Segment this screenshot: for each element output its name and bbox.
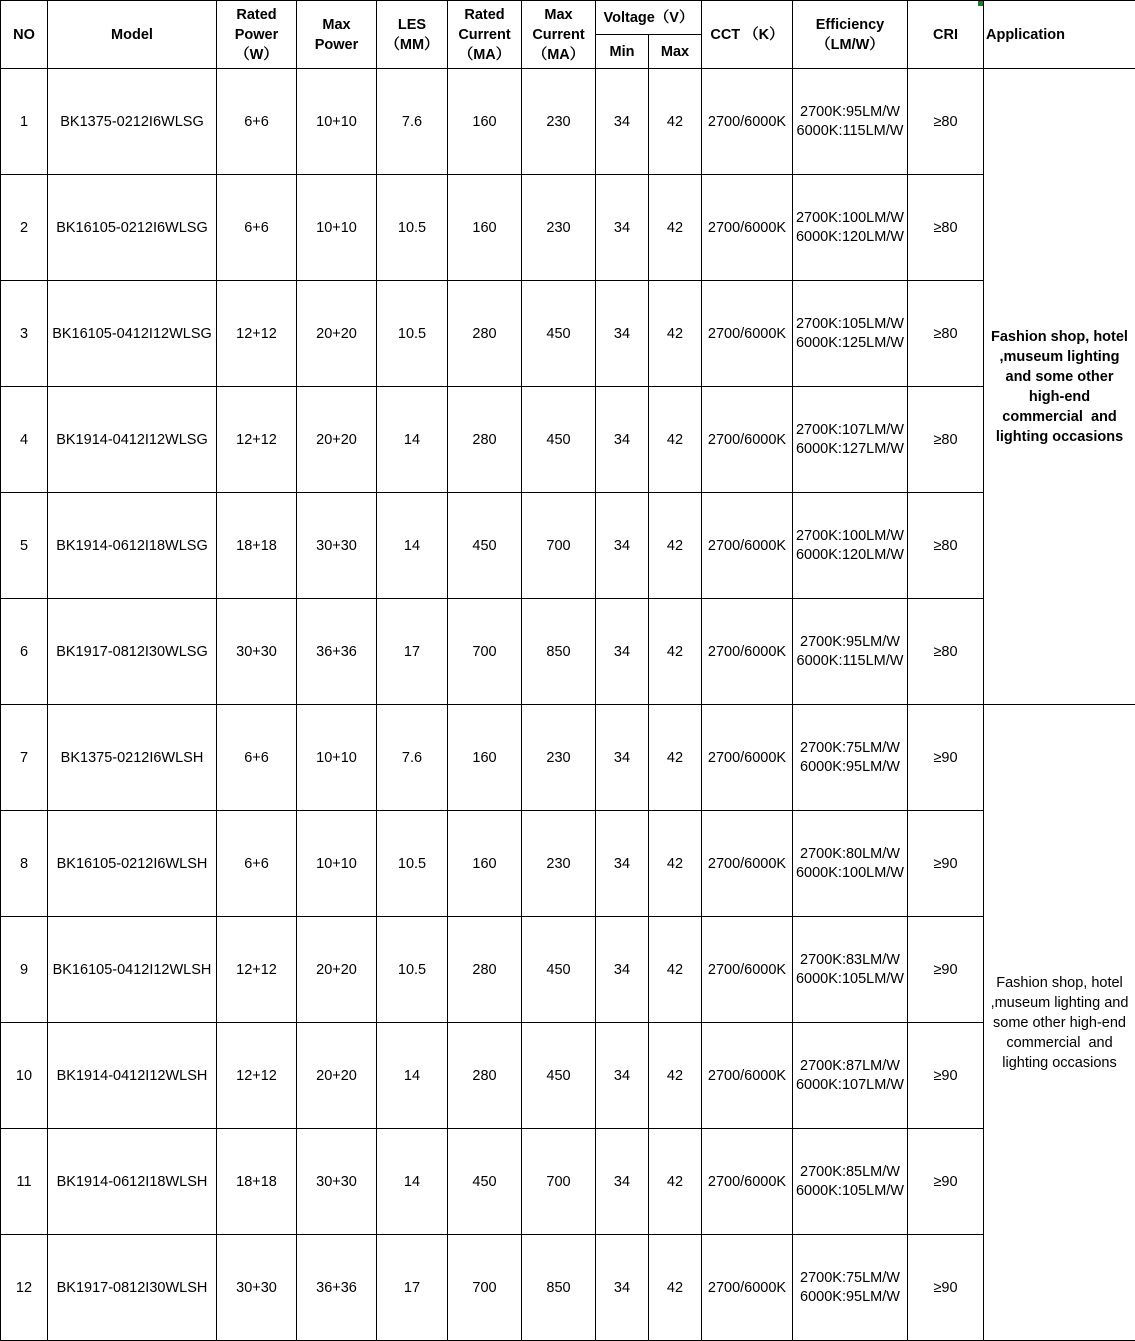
header-max-current: Max Current （MA）: [522, 1, 596, 69]
cell-voltage-max: 42: [649, 811, 702, 917]
cell-max-current: 850: [522, 1235, 596, 1341]
efficiency-line: 2700K:95LM/W: [794, 633, 906, 652]
cell-cct: 2700/6000K: [702, 281, 793, 387]
cell-cri: ≥80: [908, 599, 984, 705]
header-rated-current: Rated Current （MA）: [448, 1, 522, 69]
cell-rated-power: 30+30: [217, 599, 297, 705]
cell-max-current: 450: [522, 1023, 596, 1129]
cell-no: 8: [1, 811, 48, 917]
cell-max-power: 10+10: [297, 69, 377, 175]
cell-les: 10.5: [377, 811, 448, 917]
cell-cct: 2700/6000K: [702, 811, 793, 917]
efficiency-line: 6000K:115LM/W: [794, 652, 906, 671]
table-row: [1, 1023, 1135, 1129]
cell-cri: ≥80: [908, 493, 984, 599]
efficiency-line: 6000K:100LM/W: [794, 864, 906, 883]
cell-model: BK16105-0212I6WLSG: [48, 175, 217, 281]
cell-voltage-min: 34: [596, 493, 649, 599]
cell-cri: ≥90: [908, 1023, 984, 1129]
cell-max-current: 230: [522, 811, 596, 917]
cell-max-power: 20+20: [297, 917, 377, 1023]
cell-les: 17: [377, 599, 448, 705]
cell-les: 10.5: [377, 917, 448, 1023]
cell-model: BK1914-0412I12WLSG: [48, 387, 217, 493]
cell-voltage-min: 34: [596, 69, 649, 175]
table-header: [1, 1, 1135, 69]
cell-voltage-max: 42: [649, 281, 702, 387]
cell-max-power: 20+20: [297, 281, 377, 387]
cell-voltage-max: 42: [649, 493, 702, 599]
table-row: [1, 705, 1135, 811]
cell-application: [984, 69, 1135, 705]
cell-rated-power: 30+30: [217, 1235, 297, 1341]
cell-efficiency: [793, 811, 908, 917]
cell-max-current: 230: [522, 705, 596, 811]
cell-cri: ≥90: [908, 811, 984, 917]
cell-cct: 2700/6000K: [702, 387, 793, 493]
cell-les: 7.6: [377, 69, 448, 175]
efficiency-line: 6000K:95LM/W: [794, 758, 906, 777]
cell-application: [984, 705, 1135, 1341]
efficiency-line: 6000K:95LM/W: [794, 1288, 906, 1307]
cell-les: 14: [377, 387, 448, 493]
efficiency-line: 6000K:107LM/W: [794, 1076, 906, 1095]
cell-max-power: 20+20: [297, 387, 377, 493]
cell-voltage-min: 34: [596, 1023, 649, 1129]
cell-voltage-max: 42: [649, 387, 702, 493]
cell-max-current: 850: [522, 599, 596, 705]
efficiency-line: 2700K:75LM/W: [794, 739, 906, 758]
cell-max-power: 30+30: [297, 1129, 377, 1235]
cell-voltage-max: 42: [649, 599, 702, 705]
efficiency-line: 2700K:75LM/W: [794, 1269, 906, 1288]
cell-les: 7.6: [377, 705, 448, 811]
cell-rated-power: 6+6: [217, 705, 297, 811]
cell-max-power: 20+20: [297, 1023, 377, 1129]
cell-no: 4: [1, 387, 48, 493]
cell-rated-power: 6+6: [217, 69, 297, 175]
efficiency-line: 6000K:127LM/W: [794, 440, 906, 459]
efficiency-line: 2700K:100LM/W: [794, 527, 906, 546]
cell-no: 2: [1, 175, 48, 281]
header-max-power: Max Power: [297, 1, 377, 69]
cell-no: 12: [1, 1235, 48, 1341]
cell-voltage-max: 42: [649, 1235, 702, 1341]
cell-rated-current: 280: [448, 281, 522, 387]
application-line: some other high-end: [988, 1013, 1131, 1033]
cell-rated-power: 12+12: [217, 387, 297, 493]
table-row: [1, 281, 1135, 387]
cell-max-current: 450: [522, 917, 596, 1023]
cell-voltage-max: 42: [649, 69, 702, 175]
cell-cri: ≥90: [908, 1235, 984, 1341]
cell-model: BK1914-0412I12WLSH: [48, 1023, 217, 1129]
cell-efficiency: [793, 917, 908, 1023]
cell-cri: ≥90: [908, 1129, 984, 1235]
efficiency-line: 6000K:115LM/W: [794, 122, 906, 141]
application-line: and some other: [988, 367, 1131, 387]
header-cct: CCT （K）: [702, 1, 793, 69]
efficiency-line: 6000K:125LM/W: [794, 334, 906, 353]
cell-les: 14: [377, 1023, 448, 1129]
cell-rated-power: 6+6: [217, 175, 297, 281]
cell-voltage-min: 34: [596, 387, 649, 493]
header-voltage-min: Min: [596, 35, 649, 69]
application-line: commercial and: [988, 1033, 1131, 1053]
cell-model: BK1917-0812I30WLSG: [48, 599, 217, 705]
header-no: NO: [1, 1, 48, 69]
table-row: [1, 387, 1135, 493]
cell-max-current: 700: [522, 493, 596, 599]
cell-no: 5: [1, 493, 48, 599]
cell-cct: 2700/6000K: [702, 493, 793, 599]
cell-rated-current: 450: [448, 493, 522, 599]
cell-no: 7: [1, 705, 48, 811]
cell-voltage-min: 34: [596, 1129, 649, 1235]
cell-no: 3: [1, 281, 48, 387]
cell-max-power: 36+36: [297, 1235, 377, 1341]
cell-no: 1: [1, 69, 48, 175]
cell-rated-current: 700: [448, 1235, 522, 1341]
table-row: [1, 599, 1135, 705]
cell-max-power: 36+36: [297, 599, 377, 705]
cell-les: 17: [377, 1235, 448, 1341]
efficiency-line: 6000K:120LM/W: [794, 228, 906, 247]
cell-model: BK1375-0212I6WLSH: [48, 705, 217, 811]
cell-rated-current: 280: [448, 917, 522, 1023]
efficiency-line: 2700K:107LM/W: [794, 421, 906, 440]
cell-rated-current: 160: [448, 175, 522, 281]
cell-cct: 2700/6000K: [702, 1129, 793, 1235]
cell-voltage-max: 42: [649, 1023, 702, 1129]
application-line: lighting occasions: [988, 1053, 1131, 1073]
cell-rated-current: 280: [448, 1023, 522, 1129]
cell-rated-current: 160: [448, 705, 522, 811]
header-model: Model: [48, 1, 217, 69]
cell-efficiency: [793, 1129, 908, 1235]
cell-efficiency: [793, 281, 908, 387]
cell-max-power: 10+10: [297, 705, 377, 811]
cell-les: 14: [377, 493, 448, 599]
cell-rated-power: 12+12: [217, 1023, 297, 1129]
cell-cri: ≥80: [908, 387, 984, 493]
cell-no: 11: [1, 1129, 48, 1235]
efficiency-line: 6000K:105LM/W: [794, 970, 906, 989]
header-les: LES （MM）: [377, 1, 448, 69]
efficiency-line: 6000K:120LM/W: [794, 546, 906, 565]
efficiency-line: 2700K:87LM/W: [794, 1057, 906, 1076]
cell-voltage-max: 42: [649, 705, 702, 811]
cell-efficiency: [793, 69, 908, 175]
cell-les: 10.5: [377, 175, 448, 281]
cell-efficiency: [793, 1235, 908, 1341]
header-efficiency: Efficiency （LM/W）: [793, 1, 908, 69]
table-body: [1, 69, 1135, 1341]
header-voltage-max: Max: [649, 35, 702, 69]
cell-max-current: 450: [522, 281, 596, 387]
cell-efficiency: [793, 705, 908, 811]
cell-les: 10.5: [377, 281, 448, 387]
table-row: [1, 1235, 1135, 1341]
cell-rated-power: 18+18: [217, 1129, 297, 1235]
header-voltage: Voltage（V）: [596, 1, 702, 35]
table-row: [1, 69, 1135, 175]
efficiency-line: 2700K:100LM/W: [794, 209, 906, 228]
cell-no: 9: [1, 917, 48, 1023]
efficiency-line: 2700K:85LM/W: [794, 1163, 906, 1182]
cell-rated-power: 6+6: [217, 811, 297, 917]
cell-rated-power: 18+18: [217, 493, 297, 599]
cell-cct: 2700/6000K: [702, 705, 793, 811]
cell-model: BK16105-0212I6WLSH: [48, 811, 217, 917]
cell-cri: ≥90: [908, 705, 984, 811]
cell-les: 14: [377, 1129, 448, 1235]
cell-voltage-max: 42: [649, 175, 702, 281]
cell-max-power: 30+30: [297, 493, 377, 599]
cell-max-current: 450: [522, 387, 596, 493]
cell-rated-power: 12+12: [217, 281, 297, 387]
header-cri: CRI: [908, 1, 984, 69]
cell-no: 6: [1, 599, 48, 705]
application-line: ,museum lighting and: [988, 993, 1131, 1013]
cell-max-current: 700: [522, 1129, 596, 1235]
cell-max-current: 230: [522, 69, 596, 175]
cell-cri: ≥90: [908, 917, 984, 1023]
cell-model: BK1375-0212I6WLSG: [48, 69, 217, 175]
cell-efficiency: [793, 493, 908, 599]
cell-cct: 2700/6000K: [702, 175, 793, 281]
cell-voltage-min: 34: [596, 705, 649, 811]
efficiency-line: 2700K:80LM/W: [794, 845, 906, 864]
cell-cri: ≥80: [908, 281, 984, 387]
table-row: [1, 493, 1135, 599]
cell-voltage-max: 42: [649, 917, 702, 1023]
cell-model: BK16105-0412I12WLSG: [48, 281, 217, 387]
cell-max-current: 230: [522, 175, 596, 281]
application-line: Fashion shop, hotel: [988, 973, 1131, 993]
application-line: high-end: [988, 387, 1131, 407]
header-rated-power: Rated Power （W）: [217, 1, 297, 69]
cell-cri: ≥80: [908, 175, 984, 281]
cell-voltage-min: 34: [596, 175, 649, 281]
cell-voltage-min: 34: [596, 281, 649, 387]
application-line: lighting occasions: [988, 427, 1131, 447]
cell-cct: 2700/6000K: [702, 917, 793, 1023]
cell-cct: 2700/6000K: [702, 1023, 793, 1129]
cell-voltage-min: 34: [596, 811, 649, 917]
cell-max-power: 10+10: [297, 811, 377, 917]
cell-voltage-min: 34: [596, 1235, 649, 1341]
cell-voltage-min: 34: [596, 599, 649, 705]
cell-max-power: 10+10: [297, 175, 377, 281]
cell-efficiency: [793, 387, 908, 493]
cell-rated-current: 160: [448, 811, 522, 917]
table-row: [1, 175, 1135, 281]
cell-rated-current: 450: [448, 1129, 522, 1235]
cell-rated-power: 12+12: [217, 917, 297, 1023]
efficiency-line: 2700K:95LM/W: [794, 103, 906, 122]
cell-model: BK1917-0812I30WLSH: [48, 1235, 217, 1341]
cell-no: 10: [1, 1023, 48, 1129]
cell-cri: ≥80: [908, 69, 984, 175]
cell-cct: 2700/6000K: [702, 69, 793, 175]
application-line: commercial and: [988, 407, 1131, 427]
cell-cct: 2700/6000K: [702, 1235, 793, 1341]
cell-cct: 2700/6000K: [702, 599, 793, 705]
table-row: [1, 1129, 1135, 1235]
cell-rated-current: 160: [448, 69, 522, 175]
cell-model: BK1914-0612I18WLSG: [48, 493, 217, 599]
efficiency-line: 2700K:105LM/W: [794, 315, 906, 334]
cell-rated-current: 700: [448, 599, 522, 705]
table-row: [1, 917, 1135, 1023]
cell-efficiency: [793, 175, 908, 281]
cell-voltage-max: 42: [649, 1129, 702, 1235]
application-line: Fashion shop, hotel: [988, 327, 1131, 347]
efficiency-line: 2700K:83LM/W: [794, 951, 906, 970]
efficiency-line: 6000K:105LM/W: [794, 1182, 906, 1201]
cell-voltage-min: 34: [596, 917, 649, 1023]
cell-model: BK1914-0612I18WLSH: [48, 1129, 217, 1235]
cell-model: BK16105-0412I12WLSH: [48, 917, 217, 1023]
cell-efficiency: [793, 1023, 908, 1129]
header-application: Application: [984, 1, 1135, 69]
cell-rated-current: 280: [448, 387, 522, 493]
table-row: [1, 811, 1135, 917]
application-line: ,museum lighting: [988, 347, 1131, 367]
cell-efficiency: [793, 599, 908, 705]
